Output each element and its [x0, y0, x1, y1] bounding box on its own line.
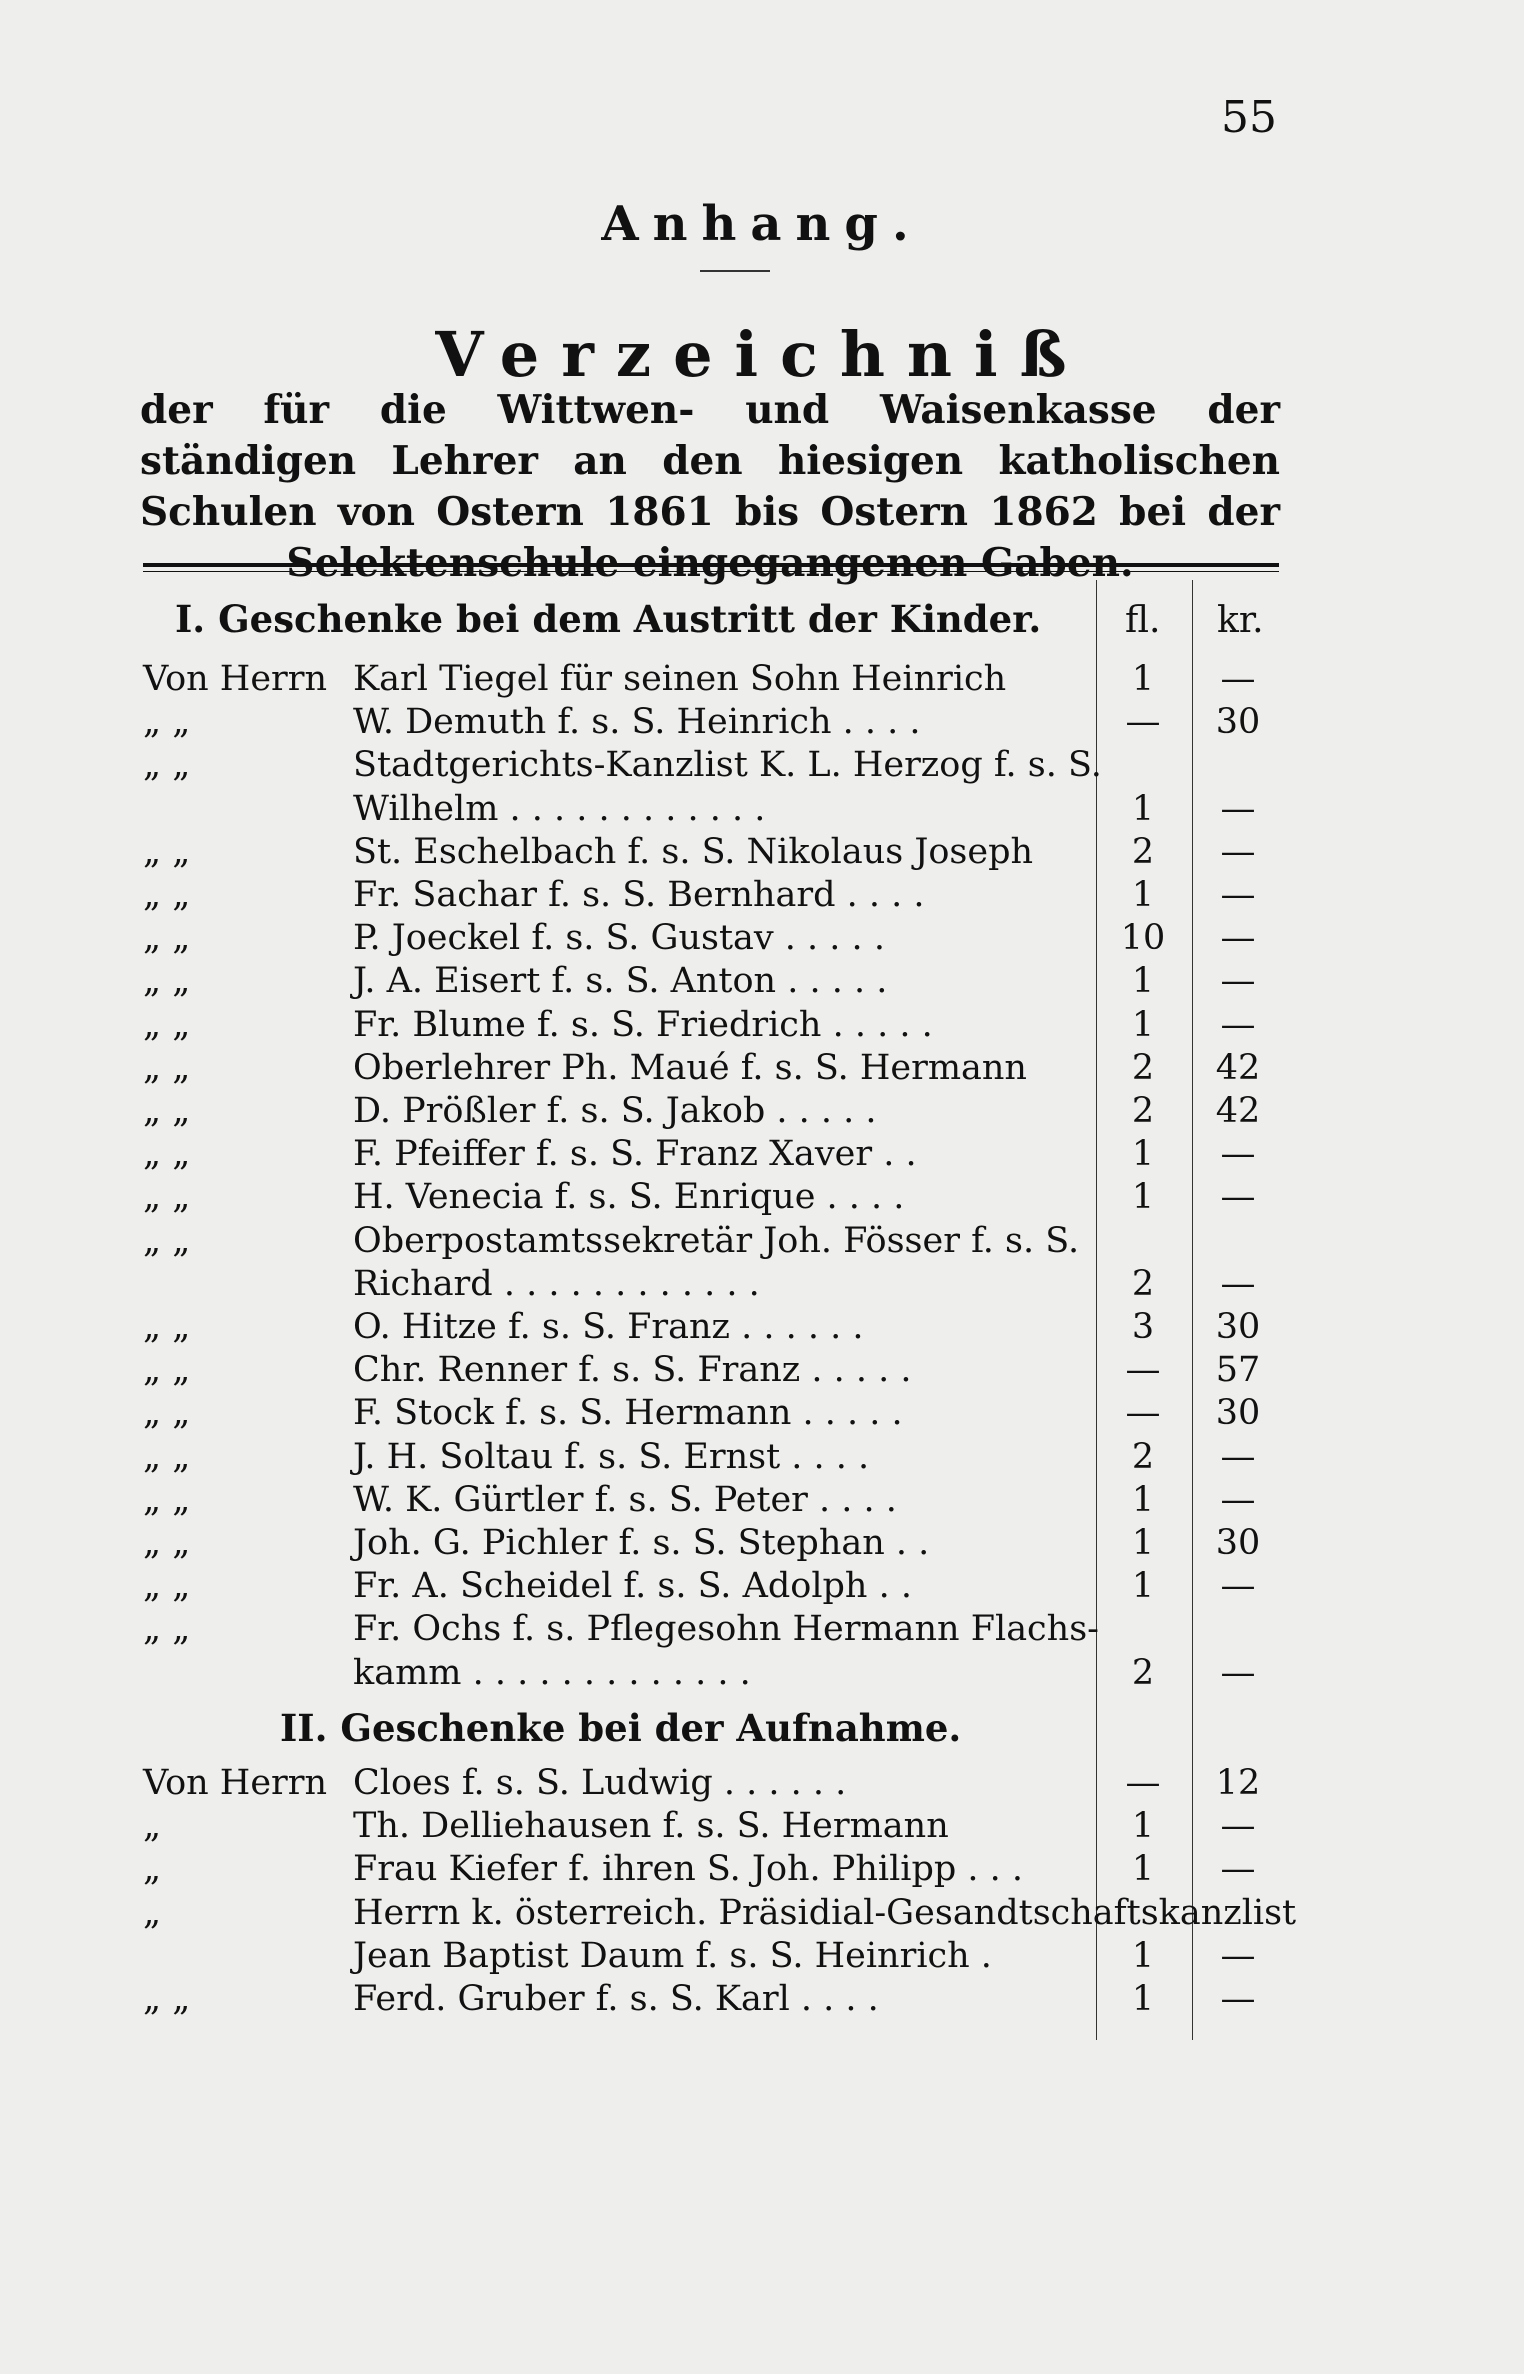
row-text: H. Venecia f. s. S. Enrique . . . .	[353, 1177, 905, 1218]
row-text: Stadtgerichts-Kanzlist K. L. Herzog f. s. S.	[353, 745, 1102, 786]
row-fl: 3	[1131, 1307, 1155, 1347]
row-prefix: „ „	[143, 1307, 191, 1347]
row-text: O. Hitze f. s. S. Franz . . . . . .	[353, 1307, 864, 1347]
table-row	[143, 1805, 1279, 1848]
row-kr: —	[1220, 1979, 1256, 2019]
row-prefix: „	[143, 1806, 162, 1847]
row-kr: —	[1220, 1806, 1256, 1847]
row-kr: 12	[1215, 1763, 1261, 1803]
table-rule-thin	[143, 571, 1279, 572]
table-row	[143, 1522, 1279, 1565]
row-kr: —	[1220, 961, 1256, 1002]
row-text: J. H. Soltau f. s. S. Ernst . . . .	[353, 1436, 870, 1477]
row-text: J. A. Eisert f. s. S. Anton . . . . .	[353, 961, 888, 1002]
row-fl: 2	[1131, 1652, 1155, 1693]
row-text: Oberpostamtssekretär Joh. Fösser f. s. S.	[353, 1220, 1080, 1261]
row-text: Fr. Ochs f. s. Pflegesohn Hermann Flachs-	[353, 1609, 1099, 1650]
row-prefix: „ „	[143, 1047, 191, 1088]
table-row	[143, 658, 1279, 701]
row-prefix: „ „	[143, 1091, 191, 1131]
row-prefix: „ „	[143, 1609, 191, 1650]
row-kr: —	[1220, 875, 1256, 915]
table-row	[143, 1762, 1279, 1805]
row-kr: —	[1220, 1436, 1256, 1477]
row-text: F. Stock f. s. S. Hermann . . . . .	[353, 1393, 903, 1434]
row-text: F. Pfeiffer f. s. S. Franz Xaver . .	[353, 1134, 917, 1175]
row-prefix: „ „	[143, 1479, 191, 1520]
table-row	[143, 960, 1279, 1003]
row-prefix: „ „	[143, 745, 191, 786]
row-kr: —	[1220, 659, 1256, 699]
table-row	[143, 917, 1279, 960]
row-text: Frau Kiefer f. ihren S. Joh. Philipp . . .	[353, 1849, 1024, 1890]
row-fl: —	[1125, 1350, 1161, 1391]
row-kr: —	[1220, 831, 1256, 872]
row-prefix: „ „	[143, 1393, 191, 1434]
row-fl: 1	[1131, 961, 1155, 1002]
row-text: Fr. Sachar f. s. S. Bernhard . . . .	[353, 875, 925, 915]
table-row	[143, 1565, 1279, 1608]
table-row	[143, 1349, 1279, 1392]
row-fl: 1	[1131, 1566, 1155, 1607]
row-fl: 2	[1131, 1047, 1155, 1088]
row-kr: —	[1220, 918, 1256, 959]
row-fl: 1	[1131, 1004, 1155, 1045]
table-row	[143, 701, 1279, 744]
section-2-title: II. Geschenke bei der Aufnahme.	[280, 1706, 962, 1750]
row-fl: 1	[1131, 875, 1155, 915]
row-text: Fr. Blume f. s. S. Friedrich . . . . .	[353, 1004, 933, 1045]
row-kr: —	[1220, 1479, 1256, 1520]
row-kr: —	[1220, 1134, 1256, 1175]
row-text: Th. Delliehausen f. s. S. Hermann	[353, 1806, 949, 1847]
row-text: Jean Baptist Daum f. s. S. Heinrich .	[353, 1935, 992, 1976]
row-text: kamm . . . . . . . . . . . . .	[353, 1652, 751, 1693]
row-kr: 42	[1215, 1047, 1261, 1088]
row-prefix: „ „	[143, 1350, 191, 1391]
row-text: W. K. Gürtler f. s. S. Peter . . . .	[353, 1479, 897, 1520]
table-row	[143, 744, 1279, 787]
row-kr: —	[1220, 1566, 1256, 1607]
row-fl: —	[1125, 1763, 1161, 1803]
row-kr: —	[1220, 1263, 1256, 1304]
row-kr: —	[1220, 1652, 1256, 1693]
row-text: Karl Tiegel für seinen Sohn Heinrich	[353, 659, 1007, 699]
row-fl: 1	[1131, 1849, 1155, 1890]
table-row	[143, 1133, 1279, 1176]
row-kr: 30	[1215, 1307, 1261, 1347]
short-divider	[700, 270, 770, 272]
row-prefix: „ „	[143, 1004, 191, 1045]
row-fl: 1	[1131, 1806, 1155, 1847]
row-fl: 1	[1131, 1177, 1155, 1218]
table-row	[143, 1978, 1279, 2021]
row-prefix: „ „	[143, 1177, 191, 1218]
appendix-heading: Anhang.	[601, 196, 923, 252]
row-prefix: „ „	[143, 831, 191, 872]
row-fl: 10	[1120, 918, 1166, 959]
table-row	[143, 1004, 1279, 1047]
table-row	[143, 1090, 1279, 1133]
row-kr: —	[1220, 1004, 1256, 1045]
row-text: Chr. Renner f. s. S. Franz . . . . .	[353, 1350, 912, 1391]
row-fl: 1	[1131, 1523, 1155, 1563]
row-kr: —	[1220, 1177, 1256, 1218]
row-kr: —	[1220, 788, 1256, 829]
row-fl: 1	[1131, 788, 1155, 829]
row-fl: 1	[1131, 1479, 1155, 1520]
row-fl: 2	[1131, 1263, 1155, 1304]
row-prefix: „ „	[143, 702, 191, 743]
row-prefix: „ „	[143, 1436, 191, 1477]
row-kr: 57	[1215, 1350, 1261, 1391]
row-kr: 42	[1215, 1091, 1261, 1131]
row-prefix: „ „	[143, 1566, 191, 1607]
table-row	[143, 1220, 1279, 1263]
table-row	[143, 1608, 1279, 1651]
row-fl: 2	[1131, 831, 1155, 872]
row-fl: 2	[1131, 1436, 1155, 1477]
row-kr: 30	[1215, 1523, 1261, 1563]
row-kr: 30	[1215, 702, 1261, 743]
row-fl: 1	[1131, 659, 1155, 699]
table-row	[143, 1848, 1279, 1891]
row-text: Fr. A. Scheidel f. s. S. Adolph . .	[353, 1566, 912, 1607]
row-text: D. Prößler f. s. S. Jakob . . . . .	[353, 1091, 877, 1131]
row-prefix: „ „	[143, 1523, 191, 1563]
row-text: W. Demuth f. s. S. Heinrich . . . .	[353, 702, 921, 743]
row-prefix: „ „	[143, 1979, 191, 2019]
document-subtitle: der für die Wittwen- und Waisenkasse der ständigen Lehrer an den hiesigen katholischen Schulen von Ostern 1861 bis Ostern 1862 bei der Selektenschule eingegangenen Gaben.	[140, 387, 1280, 586]
row-text: P. Joeckel f. s. S. Gustav . . . . .	[353, 918, 885, 959]
row-prefix: „ „	[143, 875, 191, 915]
row-fl: 1	[1131, 1979, 1155, 2019]
column-header-kr: kr.	[1217, 600, 1264, 641]
row-prefix: „	[143, 1892, 162, 1933]
row-fl: 2	[1131, 1091, 1155, 1131]
row-text: Ferd. Gruber f. s. S. Karl . . . .	[353, 1979, 879, 2019]
row-fl: —	[1125, 1393, 1161, 1434]
row-prefix: Von Herrn	[143, 1763, 328, 1803]
row-fl: 1	[1131, 1134, 1155, 1175]
row-prefix: „	[143, 1849, 162, 1890]
row-prefix: „ „	[143, 1134, 191, 1175]
table-row	[143, 1479, 1279, 1522]
row-prefix: Von Herrn	[143, 659, 328, 699]
row-prefix: „ „	[143, 1220, 191, 1261]
row-text: Cloes f. s. S. Ludwig . . . . . .	[353, 1763, 847, 1803]
row-kr: —	[1220, 1849, 1256, 1890]
table-row	[143, 1436, 1279, 1479]
row-kr: 30	[1215, 1393, 1261, 1434]
table-row	[143, 1652, 1279, 1695]
row-text: St. Eschelbach f. s. S. Nikolaus Joseph	[353, 831, 1034, 872]
table-row	[143, 1392, 1279, 1435]
table-row	[143, 874, 1279, 917]
section-1-title: I. Geschenke bei dem Austritt der Kinder.	[175, 597, 1042, 641]
table-row	[143, 788, 1279, 831]
row-prefix: „ „	[143, 961, 191, 1002]
table-row	[143, 1176, 1279, 1219]
row-text: Joh. G. Pichler f. s. S. Stephan . .	[353, 1523, 930, 1563]
row-text: Herrn k. österreich. Präsidial-Gesandtschaftskanzlist	[353, 1892, 1297, 1933]
row-text: Wilhelm . . . . . . . . . . . .	[353, 788, 766, 829]
table-row	[143, 1935, 1279, 1978]
table-row	[143, 1047, 1279, 1090]
row-kr: —	[1220, 1935, 1256, 1976]
table-row	[143, 1892, 1297, 1935]
row-prefix: „ „	[143, 918, 191, 959]
column-header-fl: fl.	[1125, 600, 1161, 641]
row-fl: 1	[1131, 1935, 1155, 1976]
row-text: Oberlehrer Ph. Maué f. s. S. Hermann	[353, 1047, 1027, 1088]
document-title: Verzeichniß	[435, 318, 1089, 391]
row-fl: —	[1125, 702, 1161, 743]
table-row	[143, 831, 1279, 874]
row-text: Richard . . . . . . . . . . . .	[353, 1263, 760, 1304]
table-row	[143, 1306, 1279, 1349]
table-row	[143, 1263, 1279, 1306]
table-rule-thick	[143, 563, 1279, 567]
page-number: 55	[1221, 92, 1277, 143]
